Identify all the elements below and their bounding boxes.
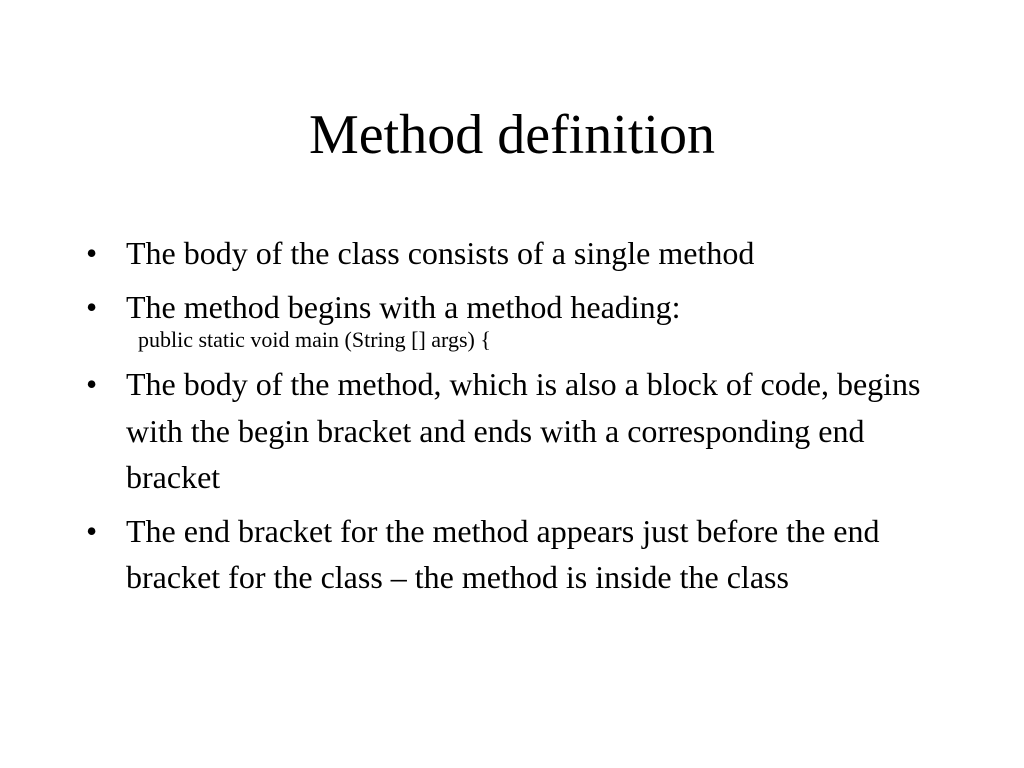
bullet-item [86, 284, 966, 355]
bullet-item [86, 230, 966, 277]
slide-title: Method definition [309, 104, 715, 166]
bullet-marker: • [86, 288, 98, 325]
bullet-text: The body of the class consists of a single method [126, 235, 755, 271]
bullet-text: The method begins with a method heading: [126, 288, 681, 325]
bullet-marker: • [86, 235, 98, 271]
bullet-text: The end bracket for the method appears just before the end bracket for the class – the method is inside the class [126, 512, 880, 595]
bullet-item [86, 361, 966, 501]
bullet-item [86, 508, 966, 601]
bullet-list [86, 230, 966, 608]
method-heading-code: public static void main (String [] args) { [138, 327, 491, 352]
bullet-marker: • [86, 512, 98, 549]
bullet-marker: • [86, 366, 98, 402]
bullet-text: The body of the method, which is also a block of code, begins with the begin bracket and ends with a corresponding end bracket [126, 366, 921, 495]
